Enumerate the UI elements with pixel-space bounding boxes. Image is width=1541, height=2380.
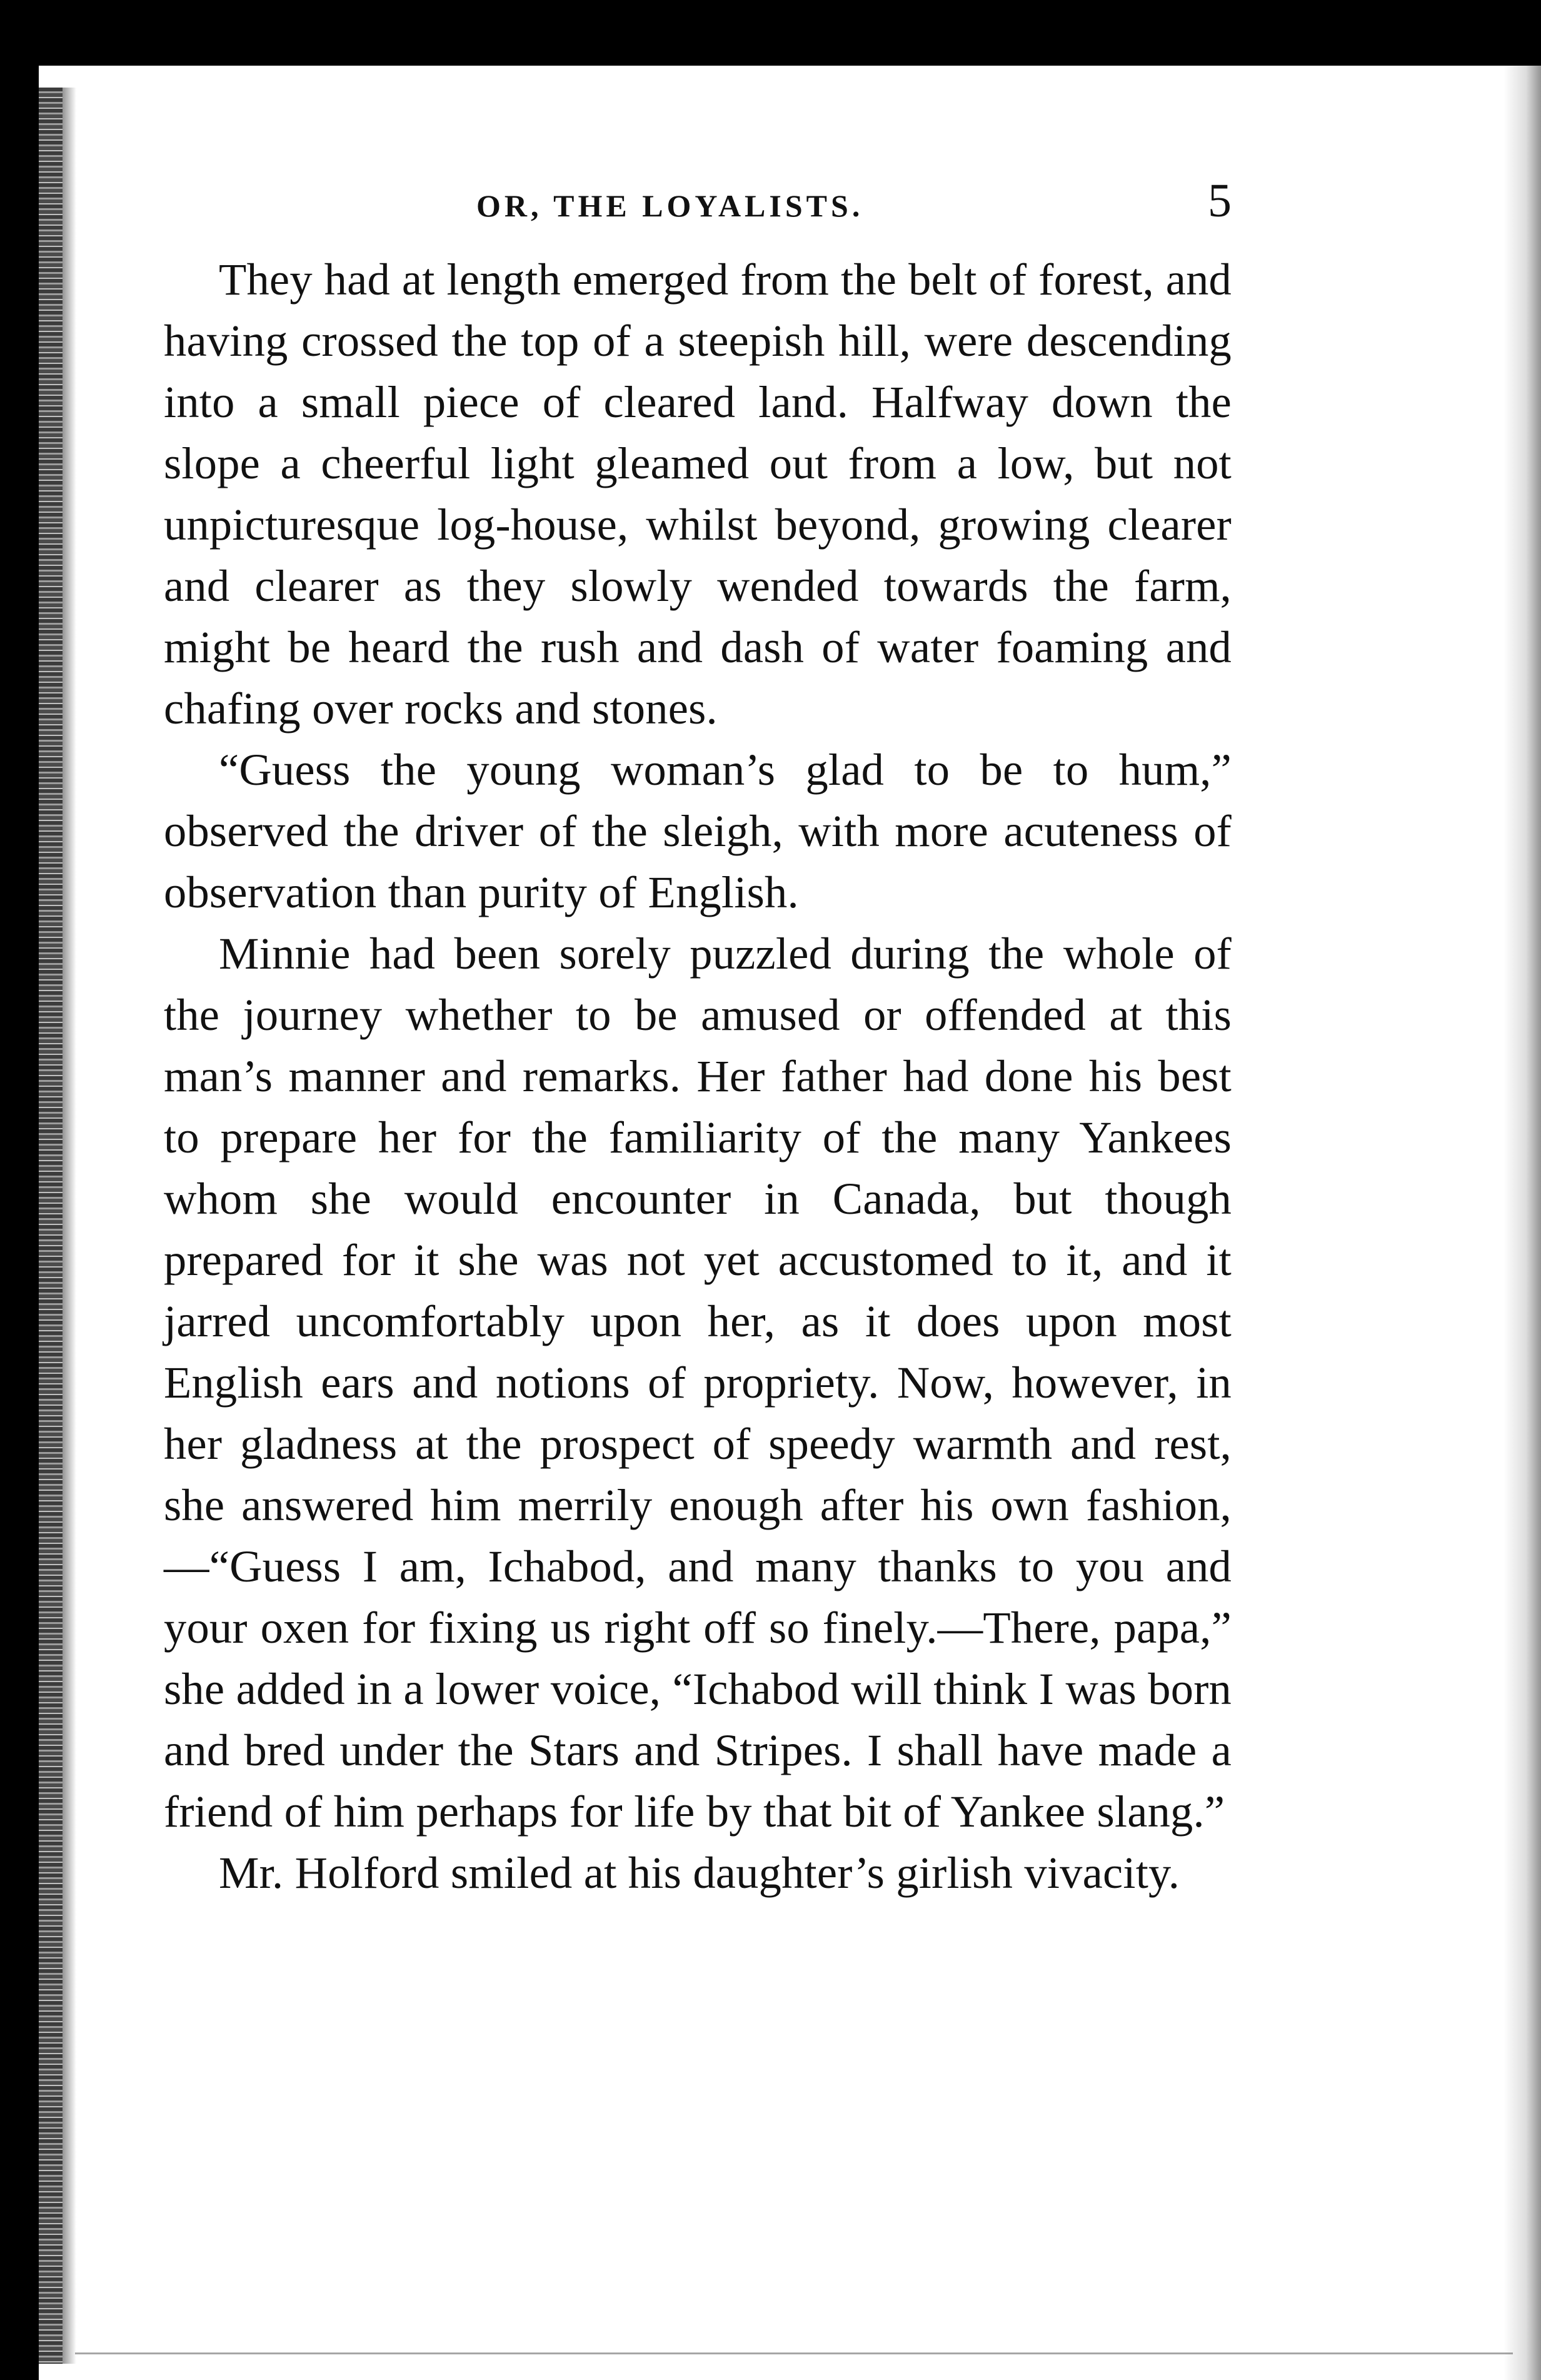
scan-gutter-left xyxy=(0,66,39,2380)
page-edge-right xyxy=(1503,66,1541,2380)
running-head xyxy=(164,163,1232,231)
page-number: 5 xyxy=(1208,174,1232,227)
book-page xyxy=(164,163,1232,1903)
page-bottom-rule xyxy=(75,2352,1513,2354)
page-binding-shadow xyxy=(63,88,76,2364)
paragraph: They had at length emerged from the belt of forest, and having crossed the top of a steepish hill, were descending into a small piece of cleared land. Halfway down the slope a cheerful light gleamed out from a low, but not unpicturesque log-house, whilst beyond, growing clearer and clearer as they slowly wended towards the farm, might be heard the rush and dash of water foaming and chafing over rocks and stones. xyxy=(164,254,1232,734)
paragraph: Mr. Holford smiled at his daughter’s girlish vivacity. xyxy=(219,1847,1180,1898)
page-binding-edge xyxy=(39,88,63,2364)
scan-border-top xyxy=(0,0,1541,66)
running-title: OR, THE LOYALISTS. xyxy=(476,188,864,223)
paragraph: “Guess the young woman’s glad to be to hum,” observed the driver of the sleigh, with more acuteness of observation than purity of English. xyxy=(164,744,1232,917)
body-text xyxy=(164,249,1232,1903)
paragraph: Minnie had been sorely puzzled during the whole of the journey whether to be amused or offended at this man’s manner and remarks. Her father had done his best to prepare her for the familiarity of the many Yankees whom she would encounter in Canada, but though prepared for it she was not yet accustomed to it, and it jarred uncomfortably upon her, as it does upon most English ears and notions of propriety. Now, however, in her gladness at the prospect of speedy warmth and rest, she answered him merrily enough after his own fashion,—“Guess I am, Ichabod, and many thanks to you and your oxen for fixing us right off so finely.—There, papa,” she added in a lower voice, “Ichabod will think I was born and bred under the Stars and Stripes. I shall have made a friend of him perhaps for life by that bit of Yankee slang.” xyxy=(164,928,1232,1837)
